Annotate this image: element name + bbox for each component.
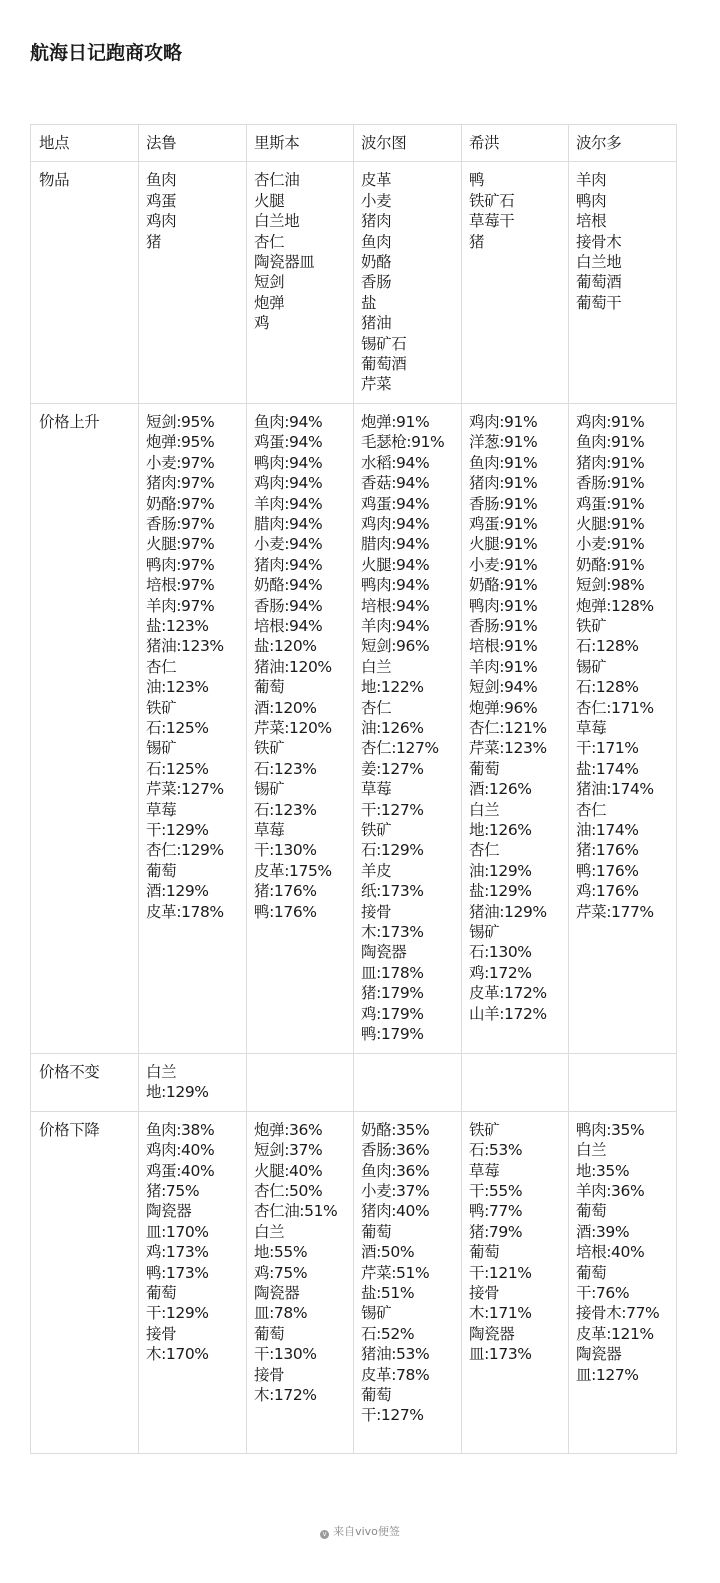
cell-entry: 葡萄 xyxy=(146,861,177,880)
goods-cell-gijon xyxy=(462,162,569,403)
price-down-cell-lisbon xyxy=(247,1111,354,1453)
cell-entry: 鸡蛋 xyxy=(146,191,177,210)
cell-entry: 锡矿石 xyxy=(361,334,407,353)
price-up-cell-faro xyxy=(139,403,247,1053)
cell-entry: 石:129% xyxy=(361,841,424,860)
cell-entry: 油:126% xyxy=(361,718,424,737)
cell-entry: 葡萄 xyxy=(254,1324,285,1343)
cell-entry: 芹菜:120% xyxy=(254,718,332,737)
cell-entry: 皿:78% xyxy=(254,1304,308,1323)
cell-entry: 鸭肉:97% xyxy=(146,555,215,574)
cell-entry: 接骨 xyxy=(361,902,392,921)
table-header-row xyxy=(31,125,677,162)
cell-entry: 小麦 xyxy=(361,191,392,210)
cell-entry: 奶酪:35% xyxy=(361,1120,430,1139)
cell-entry: 香肠:97% xyxy=(146,514,215,533)
cell-entry: 陶瓷器 xyxy=(361,943,407,962)
price-up-cell-lisbon xyxy=(247,403,354,1053)
cell-entry: 干:76% xyxy=(576,1283,630,1302)
cell-entry: 鸡肉:40% xyxy=(146,1141,215,1160)
price-up-cell-bordeaux xyxy=(569,403,677,1053)
header-faro: 法鲁 xyxy=(139,125,247,162)
goods-cell-lisbon xyxy=(247,162,354,403)
cell-entry: 盐:51% xyxy=(361,1283,415,1302)
cell-entry: 鸡:75% xyxy=(254,1263,308,1282)
cell-entry: 香肠:36% xyxy=(361,1141,430,1160)
cell-entry: 草莓 xyxy=(469,1161,500,1180)
cell-entry: 鸭肉:35% xyxy=(576,1120,645,1139)
cell-entry: 羊肉:91% xyxy=(469,657,538,676)
cell-entry: 锡矿 xyxy=(361,1304,392,1323)
cell-entry: 火腿:97% xyxy=(146,535,215,554)
cell-entry: 杏仁油 xyxy=(254,171,300,190)
cell-entry: 猪:176% xyxy=(576,841,639,860)
cell-entry: 葡萄酒 xyxy=(576,273,622,292)
cell-entry: 短剑:95% xyxy=(146,412,215,431)
cell-entry: 洋葱:91% xyxy=(469,433,538,452)
row-label-price-same: 价格不变 xyxy=(31,1053,139,1111)
cell-entry: 火腿:91% xyxy=(576,514,645,533)
row-label-goods: 物品 xyxy=(31,162,139,403)
cell-entry: 干:55% xyxy=(469,1181,523,1200)
cell-entry: 盐:129% xyxy=(469,882,532,901)
price-up-cell-gijon xyxy=(462,403,569,1053)
cell-entry: 短剑 xyxy=(254,273,285,292)
cell-entry: 鸭 xyxy=(469,171,485,190)
cell-entry: 接骨木 xyxy=(576,232,622,251)
vivo-icon: v xyxy=(320,1530,329,1539)
cell-entry: 木:173% xyxy=(361,923,424,942)
price-down-cell-bordeaux xyxy=(569,1111,677,1453)
cell-entry: 石:128% xyxy=(576,678,639,697)
cell-entry: 香肠:94% xyxy=(254,596,323,615)
cell-entry: 葡萄 xyxy=(361,1222,392,1241)
cell-entry: 芹菜:51% xyxy=(361,1263,430,1282)
cell-entry: 猪油:120% xyxy=(254,657,332,676)
cell-entry: 鸡:173% xyxy=(146,1243,209,1262)
cell-entry: 木:170% xyxy=(146,1345,209,1364)
cell-entry: 香肠:91% xyxy=(469,616,538,635)
cell-entry: 猪:75% xyxy=(146,1181,200,1200)
cell-entry: 木:172% xyxy=(254,1385,317,1404)
cell-entry: 接骨 xyxy=(254,1365,285,1384)
cell-entry: 葡萄干 xyxy=(576,293,622,312)
cell-entry: 羊肉:36% xyxy=(576,1181,645,1200)
cell-entry: 葡萄 xyxy=(254,678,285,697)
cell-entry: 猪肉:91% xyxy=(576,453,645,472)
cell-entry: 羊肉:97% xyxy=(146,596,215,615)
cell-entry: 接骨木:77% xyxy=(576,1304,660,1323)
cell-entry: 接骨 xyxy=(469,1283,500,1302)
cell-entry: 铁矿 xyxy=(361,821,392,839)
cell-entry: 奶酪:91% xyxy=(469,576,538,595)
cell-entry: 皿:127% xyxy=(576,1365,639,1384)
cell-entry: 鸭:179% xyxy=(361,1025,424,1044)
cell-entry: 杏仁 xyxy=(469,841,500,860)
cell-entry: 纸:173% xyxy=(361,882,424,901)
cell-entry: 培根:97% xyxy=(146,576,215,595)
cell-entry: 山羊:172% xyxy=(469,1004,547,1023)
table-row-price-same xyxy=(31,1053,677,1111)
cell-entry: 葡萄 xyxy=(576,1263,607,1282)
cell-entry: 草莓 xyxy=(254,821,285,839)
cell-entry: 鸭:176% xyxy=(576,861,639,880)
cell-entry: 葡萄 xyxy=(146,1283,177,1302)
cell-entry: 猪:176% xyxy=(254,882,317,901)
cell-entry: 鸡蛋:94% xyxy=(254,433,323,452)
cell-entry: 酒:126% xyxy=(469,780,532,799)
cell-entry: 鸭肉:94% xyxy=(254,453,323,472)
cell-entry: 陶瓷器 xyxy=(576,1345,622,1364)
cell-entry: 油:174% xyxy=(576,821,639,839)
cell-entry: 炮弹:91% xyxy=(361,412,430,431)
cell-entry: 鸡蛋:40% xyxy=(146,1161,215,1180)
header-gijon: 希洪 xyxy=(462,125,569,162)
cell-entry: 地:122% xyxy=(361,678,424,697)
cell-entry: 杏仁:171% xyxy=(576,698,654,717)
cell-entry: 鸡肉 xyxy=(146,212,177,231)
cell-entry: 猪肉:97% xyxy=(146,474,215,493)
cell-entry: 培根:91% xyxy=(469,637,538,656)
cell-entry: 干:130% xyxy=(254,841,317,860)
cell-entry: 接骨 xyxy=(146,1324,177,1343)
cell-entry: 猪肉:40% xyxy=(361,1202,430,1221)
cell-entry: 鱼肉:91% xyxy=(576,433,645,452)
cell-entry: 鸡肉:94% xyxy=(254,474,323,493)
cell-entry: 白兰 xyxy=(469,800,500,819)
cell-entry: 杏仁 xyxy=(361,698,392,717)
cell-entry: 油:123% xyxy=(146,678,209,697)
cell-entry: 葡萄 xyxy=(576,1202,607,1221)
trade-guide-table xyxy=(30,124,677,1454)
cell-entry: 芹菜:177% xyxy=(576,902,654,921)
cell-entry: 小麦:37% xyxy=(361,1181,430,1200)
cell-entry: 炮弹:36% xyxy=(254,1120,323,1139)
cell-entry: 木:171% xyxy=(469,1304,532,1323)
cell-entry: 铁矿 xyxy=(254,739,285,758)
cell-entry: 石:52% xyxy=(361,1324,415,1343)
cell-entry: 腊肉:94% xyxy=(361,535,430,554)
cell-entry: 羊肉 xyxy=(576,171,607,190)
cell-entry: 干:130% xyxy=(254,1345,317,1364)
table-row-goods xyxy=(31,162,677,403)
cell-entry: 香肠:91% xyxy=(469,494,538,513)
cell-entry: 杏仁 xyxy=(254,232,285,251)
cell-entry: 酒:39% xyxy=(576,1222,630,1241)
cell-entry: 短剑:37% xyxy=(254,1141,323,1160)
cell-entry: 干:127% xyxy=(361,800,424,819)
cell-entry: 猪 xyxy=(146,232,162,251)
cell-entry: 鸡肉:91% xyxy=(576,412,645,431)
cell-entry: 鱼肉 xyxy=(361,232,392,251)
cell-entry: 鸡蛋:91% xyxy=(469,514,538,533)
cell-entry: 芹菜:123% xyxy=(469,739,547,758)
cell-entry: 干:127% xyxy=(361,1406,424,1425)
header-porto: 波尔图 xyxy=(354,125,462,162)
cell-entry: 杏仁 xyxy=(146,657,177,676)
cell-entry: 培根:94% xyxy=(361,596,430,615)
cell-entry: 香肠:91% xyxy=(576,474,645,493)
cell-entry: 陶瓷器 xyxy=(146,1202,192,1221)
cell-entry: 水稻:94% xyxy=(361,453,430,472)
cell-entry: 葡萄 xyxy=(469,1243,500,1262)
cell-entry: 地:35% xyxy=(576,1161,630,1180)
cell-entry: 石:125% xyxy=(146,759,209,778)
cell-entry: 陶瓷器 xyxy=(469,1324,515,1343)
cell-entry: 猪肉:91% xyxy=(469,474,538,493)
cell-entry: 火腿:94% xyxy=(361,555,430,574)
cell-entry: 葡萄 xyxy=(361,1385,392,1404)
cell-entry: 羊肉:94% xyxy=(254,494,323,513)
cell-entry: 草莓 xyxy=(361,780,392,799)
price-down-cell-gijon xyxy=(462,1111,569,1453)
cell-entry: 杏仁油:51% xyxy=(254,1202,338,1221)
cell-entry: 皮革 xyxy=(361,171,392,190)
cell-entry: 火腿:91% xyxy=(469,535,538,554)
cell-entry: 猪油:174% xyxy=(576,780,654,799)
goods-cell-faro xyxy=(139,162,247,403)
cell-entry: 火腿:40% xyxy=(254,1161,323,1180)
cell-entry: 锡矿 xyxy=(146,739,177,758)
cell-entry: 白兰地 xyxy=(254,212,300,231)
cell-entry: 皮革:78% xyxy=(361,1365,430,1384)
cell-entry: 芹菜:127% xyxy=(146,780,224,799)
cell-entry: 鸡 xyxy=(254,314,270,333)
cell-entry: 猪:79% xyxy=(469,1222,523,1241)
cell-entry: 盐:123% xyxy=(146,616,209,635)
cell-entry: 石:123% xyxy=(254,800,317,819)
row-label-price-up: 价格上升 xyxy=(31,403,139,1053)
cell-entry: 鸭:173% xyxy=(146,1263,209,1282)
cell-entry: 油:129% xyxy=(469,861,532,880)
cell-entry: 盐 xyxy=(361,293,377,312)
cell-entry: 香菇:94% xyxy=(361,474,430,493)
cell-entry: 猪肉 xyxy=(361,212,392,231)
cell-entry: 盐:174% xyxy=(576,759,639,778)
price-down-cell-porto xyxy=(354,1111,462,1453)
cell-entry: 鱼肉:38% xyxy=(146,1120,215,1139)
cell-entry: 干:129% xyxy=(146,821,209,839)
cell-entry: 姜:127% xyxy=(361,759,424,778)
cell-entry: 培根:94% xyxy=(254,616,323,635)
header-bordeaux: 波尔多 xyxy=(569,125,677,162)
cell-entry: 皿:170% xyxy=(146,1222,209,1241)
cell-entry: 培根:40% xyxy=(576,1243,645,1262)
cell-entry: 香肠 xyxy=(361,273,392,292)
cell-entry: 小麦:91% xyxy=(576,535,645,554)
cell-entry: 干:121% xyxy=(469,1263,532,1282)
cell-entry: 鸡:176% xyxy=(576,882,639,901)
cell-entry: 短剑:98% xyxy=(576,576,645,595)
cell-entry: 鸭:176% xyxy=(254,902,317,921)
cell-entry: 猪:179% xyxy=(361,984,424,1003)
cell-entry: 杏仁:129% xyxy=(146,841,224,860)
cell-entry: 鸭:77% xyxy=(469,1202,523,1221)
cell-entry: 奶酪:94% xyxy=(254,576,323,595)
cell-entry: 石:128% xyxy=(576,637,639,656)
cell-entry: 培根 xyxy=(576,212,607,231)
cell-entry: 皮革:178% xyxy=(146,902,224,921)
price-down-cell-faro xyxy=(139,1111,247,1453)
row-label-price-down: 价格下降 xyxy=(31,1111,139,1453)
cell-entry: 白兰 xyxy=(576,1141,607,1160)
cell-entry: 酒:50% xyxy=(361,1243,415,1262)
cell-entry: 杏仁:127% xyxy=(361,739,439,758)
cell-entry: 火腿 xyxy=(254,191,285,210)
cell-entry: 干:129% xyxy=(146,1304,209,1323)
cell-entry: 皿:178% xyxy=(361,963,424,982)
footer-source xyxy=(0,1524,720,1540)
price-same-cell-bordeaux xyxy=(569,1053,677,1111)
cell-entry: 草莓 xyxy=(146,800,177,819)
cell-entry: 鸡:172% xyxy=(469,963,532,982)
cell-entry: 干:171% xyxy=(576,739,639,758)
cell-entry: 白兰 xyxy=(361,657,392,676)
cell-entry: 杏仁 xyxy=(576,800,607,819)
cell-entry: 锡矿 xyxy=(576,657,607,676)
cell-entry: 炮弹:96% xyxy=(469,698,538,717)
cell-entry: 小麦:97% xyxy=(146,453,215,472)
cell-entry: 炮弹:128% xyxy=(576,596,654,615)
price-same-cell-porto xyxy=(354,1053,462,1111)
cell-entry: 葡萄酒 xyxy=(361,355,407,374)
cell-entry: 石:125% xyxy=(146,718,209,737)
cell-entry: 鸡肉:91% xyxy=(469,412,538,431)
goods-cell-bordeaux xyxy=(569,162,677,403)
cell-entry: 猪油:129% xyxy=(469,902,547,921)
cell-entry: 奶酪 xyxy=(361,253,392,272)
cell-entry: 草莓干 xyxy=(469,212,515,231)
cell-entry: 石:123% xyxy=(254,759,317,778)
cell-entry: 盐:120% xyxy=(254,637,317,656)
table-row-price-up xyxy=(31,403,677,1053)
cell-entry: 铁矿石 xyxy=(469,191,515,210)
cell-entry: 猪油:53% xyxy=(361,1345,430,1364)
cell-entry: 白兰 xyxy=(146,1062,177,1081)
cell-entry: 皮革:175% xyxy=(254,861,332,880)
cell-entry: 酒:129% xyxy=(146,882,209,901)
cell-entry: 杏仁:50% xyxy=(254,1181,323,1200)
cell-entry: 皮革:172% xyxy=(469,984,547,1003)
header-lisbon: 里斯本 xyxy=(247,125,354,162)
footer-text: 来自vivo便签 xyxy=(333,1525,400,1538)
cell-entry: 地:126% xyxy=(469,821,532,839)
cell-entry: 鸭肉 xyxy=(576,191,607,210)
cell-entry: 铁矿 xyxy=(146,698,177,717)
cell-entry: 地:129% xyxy=(146,1083,209,1102)
cell-entry: 酒:120% xyxy=(254,698,317,717)
cell-entry: 鸡:179% xyxy=(361,1004,424,1023)
cell-entry: 鱼肉:91% xyxy=(469,453,538,472)
cell-entry: 芹菜 xyxy=(361,375,392,394)
cell-entry: 鱼肉:94% xyxy=(254,412,323,431)
cell-entry: 鱼肉:36% xyxy=(361,1161,430,1180)
cell-entry: 陶瓷器 xyxy=(254,1283,300,1302)
cell-entry: 炮弹 xyxy=(254,293,285,312)
cell-entry: 陶瓷器皿 xyxy=(254,253,315,272)
price-same-cell-lisbon xyxy=(247,1053,354,1111)
cell-entry: 短剑:94% xyxy=(469,678,538,697)
cell-entry: 地:55% xyxy=(254,1243,308,1262)
cell-entry: 猪 xyxy=(469,232,485,251)
cell-entry: 鸭肉:91% xyxy=(469,596,538,615)
cell-entry: 鸭肉:94% xyxy=(361,576,430,595)
cell-entry: 白兰 xyxy=(254,1222,285,1241)
price-same-cell-faro xyxy=(139,1053,247,1111)
cell-entry: 猪油 xyxy=(361,314,392,333)
goods-cell-porto xyxy=(354,162,462,403)
cell-entry: 锡矿 xyxy=(469,923,500,942)
header-location: 地点 xyxy=(31,125,139,162)
cell-entry: 皿:173% xyxy=(469,1345,532,1364)
cell-entry: 鸡肉:94% xyxy=(361,514,430,533)
cell-entry: 羊肉:94% xyxy=(361,616,430,635)
cell-entry: 短剑:96% xyxy=(361,637,430,656)
cell-entry: 小麦:91% xyxy=(469,555,538,574)
cell-entry: 奶酪:91% xyxy=(576,555,645,574)
cell-entry: 腊肉:94% xyxy=(254,514,323,533)
cell-entry: 锡矿 xyxy=(254,780,285,799)
cell-entry: 奶酪:97% xyxy=(146,494,215,513)
cell-entry: 鱼肉 xyxy=(146,171,177,190)
cell-entry: 猪油:123% xyxy=(146,637,224,656)
page-title: 航海日记跑商攻略 xyxy=(30,42,183,64)
cell-entry: 羊皮 xyxy=(361,861,392,880)
cell-entry: 铁矿 xyxy=(576,616,607,635)
cell-entry: 炮弹:95% xyxy=(146,433,215,452)
price-up-cell-porto xyxy=(354,403,462,1053)
cell-entry: 猪肉:94% xyxy=(254,555,323,574)
table-row-price-down xyxy=(31,1111,677,1453)
cell-entry: 石:130% xyxy=(469,943,532,962)
cell-entry: 葡萄 xyxy=(469,759,500,778)
cell-entry: 皮革:121% xyxy=(576,1324,654,1343)
cell-entry: 草莓 xyxy=(576,718,607,737)
cell-entry: 石:53% xyxy=(469,1141,523,1160)
cell-entry: 毛瑟枪:91% xyxy=(361,433,445,452)
cell-entry: 鸡蛋:94% xyxy=(361,494,430,513)
cell-entry: 小麦:94% xyxy=(254,535,323,554)
cell-entry: 杏仁:121% xyxy=(469,718,547,737)
cell-entry: 铁矿 xyxy=(469,1120,500,1139)
cell-entry: 鸡蛋:91% xyxy=(576,494,645,513)
price-same-cell-gijon xyxy=(462,1053,569,1111)
cell-entry: 白兰地 xyxy=(576,253,622,272)
